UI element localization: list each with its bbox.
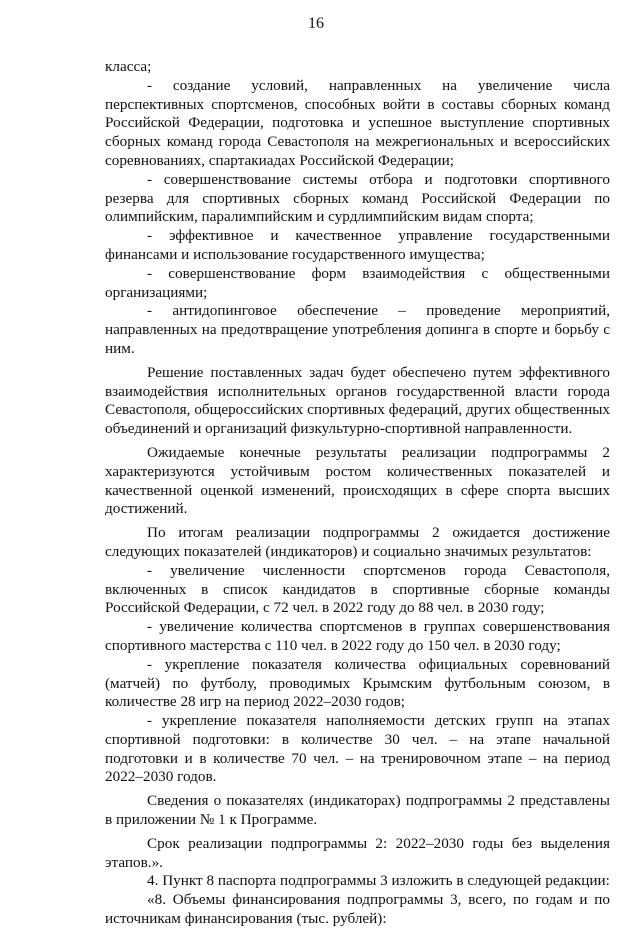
page-number: 16 [308, 15, 324, 32]
paragraph: Сведения о показателях (индикаторах) подпрограммы 2 представлены в приложении № 1 к Программе. [105, 792, 610, 829]
paragraph: - антидопинговое обеспечение – проведение мероприятий, направленных на предотвращение употребления допинга в спорте и борьбу с ним. [105, 302, 610, 357]
paragraph: - увеличение количества спортсменов в группах совершенствования спортивного мастерства с 110 чел. в 2022 году до 150 чел. в 2030 году; [105, 618, 610, 654]
paragraph: - увеличение численности спортсменов города Севастополя, включенных в список кандидатов в спортивные сборные команды Российской Федерации, с 72 чел. в 2022 году до 88 чел. в 2030 году; [105, 561, 610, 617]
paragraph: - эффективное и качественное управление государственными финансами и использование государственного имущества; [105, 227, 610, 263]
paragraph: «8. Объемы финансирования подпрограммы 3, всего, по годам и по источникам финансирования (тыс. рублей): [105, 891, 610, 928]
paragraph: - совершенствование форм взаимодействия с общественными организациями; [105, 264, 610, 301]
paragraph: 4. Пункт 8 паспорта подпрограммы 3 изложить в следующей редакции: [147, 872, 610, 890]
paragraph: - совершенствование системы отбора и подготовки спортивного резерва для спортивных сборных команд Российской Федерации по олимпийским, паралимпийским и сурдлимпийским видам спорта; [105, 170, 610, 226]
paragraph: - создание условий, направленных на увеличение числа перспективных спортсменов, способных войти в составы сборных команд Российской Федерации, подготовка и успешное выступление спортивных сборных команд города Севастополя на межрегиональных и всероссийских соревнованиях, спартакиадах Российской Федерации; [105, 76, 610, 169]
paragraph: Решение поставленных задач будет обеспечено путем эффективного взаимодействия исполнительных органов государственной власти города Севастополя, общероссийских спортивных федераций, других общественных объединений и организаций физкультурно-спортивной направленности. [105, 363, 610, 438]
document-body [105, 58, 610, 929]
paragraph: - укрепление показателя наполняемости детских групп на этапах спортивной подготовки: в количестве 30 чел. – на этапе начальной подготовки и в количестве 70 чел. – на тренировочном этапе – на период 2022–2030 годов. [105, 712, 610, 786]
paragraph: - укрепление показателя количества официальных соревнований (матчей) по футболу, проводимых Крымским футбольным союзом, в количестве 28 игр на период 2022–2030 годов; [105, 655, 610, 711]
paragraph: Ожидаемые конечные результаты реализации подпрограммы 2 характеризуются устойчивым ростом количественных показателей и качественной оценкой изменений, происходящих в сфере спорта высших достижений. [105, 443, 610, 518]
paragraph: класса; [105, 58, 152, 75]
paragraph: Срок реализации подпрограммы 2: 2022–2030 годы без выделения этапов.». [105, 834, 610, 871]
paragraph: По итогам реализации подпрограммы 2 ожидается достижение следующих показателей (индикаторов) и социально значимых результатов: [105, 524, 610, 560]
